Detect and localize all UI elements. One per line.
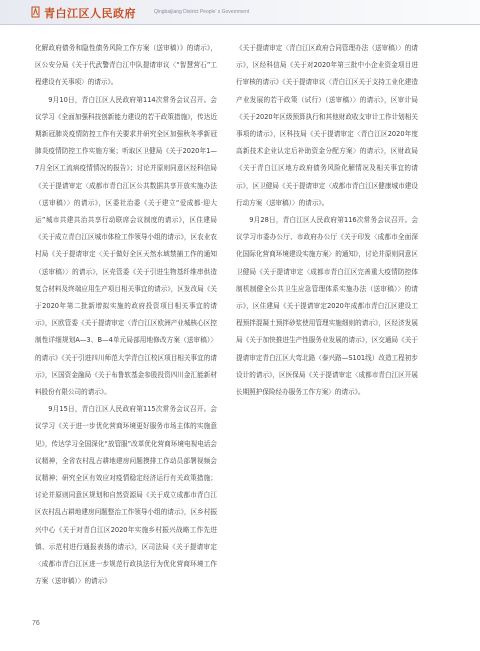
page-header [0,0,480,25]
page-number: 76 [32,620,40,627]
right-column [236,40,418,401]
left-paragraph-2: 9月10日，青白江区人民政府第114次常务会议召开。会议学习《全面加强科技创新能力建设的若干政策措施》，传达近期新冠肺炎疫情防控工作有关要求并研究全区加强秋冬季新冠肺炎疫情防控工作实施方案；听取区卫健局《关于2020年1—7月全区工流病疫情情况的报告》；讨论并原则同意区经科信局《关于提请审定〈成都市青白江区公共数据共享开放实施办法（送审稿）〉的请示》，区委社治委《关于建立“爱成都·迎大运”城市共建共治共享行动联席会议制度的请示》，区住建局《关于成立青白江区城市体检工作领导小组的请示》，区农业农村局《关于提请审定〈关于做好全区天然水域禁捕工作的通知（送审稿）〉的请示》，区壳管委《关于引进生物基纤维串供造复合材料及终端应用生产项目相关事宜的请示》，区发改局《关于2020年第二批新增拟实施的政府投资项目相关事宜的请示》，区欧管委《关于提请审定〈青白江区欧洲产业城核心区控制性详细规划A—3、B—4单元局部用地修改方案（送审稿）〉的请示》《关于引进四川师范大学青白江校区项目相关事宜的请示》，区国资金融局《关于布鲁软基金参股投资四川金汇能新材料股份有限公司的请示》。 [35,95,217,397]
left-paragraph-3: 9月15日，青白江区人民政府第115次常务会议召开。会议学习《关于进一步优化营商环境更好服务市场主体的实施意见》，传达学习全国深化“放管服”改革优化营商环境电视电话会议精神，全省农村乱占耕地建房问题摸排工作动员部署视频会议精神；研究全区有效应对疫情稳定经济运行有关政策措施；讨论并原则同意区规划和自然资源局《关于成立成都市青白江区农村乱占耕地建房问题整治工作领导小组的请示》，区乡村振兴中心《关于对青白江区2020年实施乡村振兴战略工作先进镇、示范村进行通报表扬的请示》，区司法局《关于提请审定〈成都市青白江区进一步规范行政执法行为优化营商环境工作方案（送审稿）〉的请示》 [35,405,217,586]
header-subtitle: Qingbaijiang District People’ s Government [154,9,250,15]
header-title: 青白江区人民政府 [44,7,136,20]
government-emblem-icon [31,6,40,18]
right-paragraph-1: 《关于提请审定〈青白江区政府合同管理办法（送审稿）〉的请示》，区经科信局《关于对2020年第三批中小企业资金项目进行审核的请示》《关于提请审议〈青白江区关于支持工业化建造产业发展的若干政策（试行）（送审稿）〉的请示》，区审计局《关于2020年区级预算执行和其他财政收支审计工作计划相关事项的请示》，区科技局《关于提请审定〈青白江区2020年度高新技术企业认定后补助资金分配方案〉的请示》，区财政局《关于青白江区地方政府债务风险化解情况及相关事宜的请示》，区卫健局《关于提请审定〈成都市青白江区健康城市建设行动方案（送审稿）〉的请示》。 [236,44,418,207]
right-paragraph-2: 9月28日，青白江区人民政府第116次常务会议召开。会议学习市委办公厅、市政府办公厅《关于印发〈成都市全面深化国际化营商环境建设实施方案〉的通知》，讨论并原则同意区卫健局《关于提请审定〈成都市青白江区完善重大疫情防控体制机制健全公共卫生应急管理体系实施办法（送审稿）〉的请示》，区住建局《关于提请审定2020年成都市青白江区建设工程预拌混凝土预拌砂浆使用管理实施细则的请示》，区经济发展局《关于加快推进生产性服务业发展的请示》，区交通局《关于提请审定青白江区大弯北路（泰兴路—S101线）改造工程初步设计的请示》，区医保局《关于提请审定〈成都市青白江区开展长期照护保险经办服务工作方案〉的请示》。 [236,216,418,397]
left-paragraph-1: 化解政府债务和隐性债务风险工作方案（送审稿）》的请示》，区公安分局《关于代武警青白江中队提请审议〈“智慧营石”工程建设有关事项〉的请示》。 [35,44,217,87]
left-column [35,40,217,591]
